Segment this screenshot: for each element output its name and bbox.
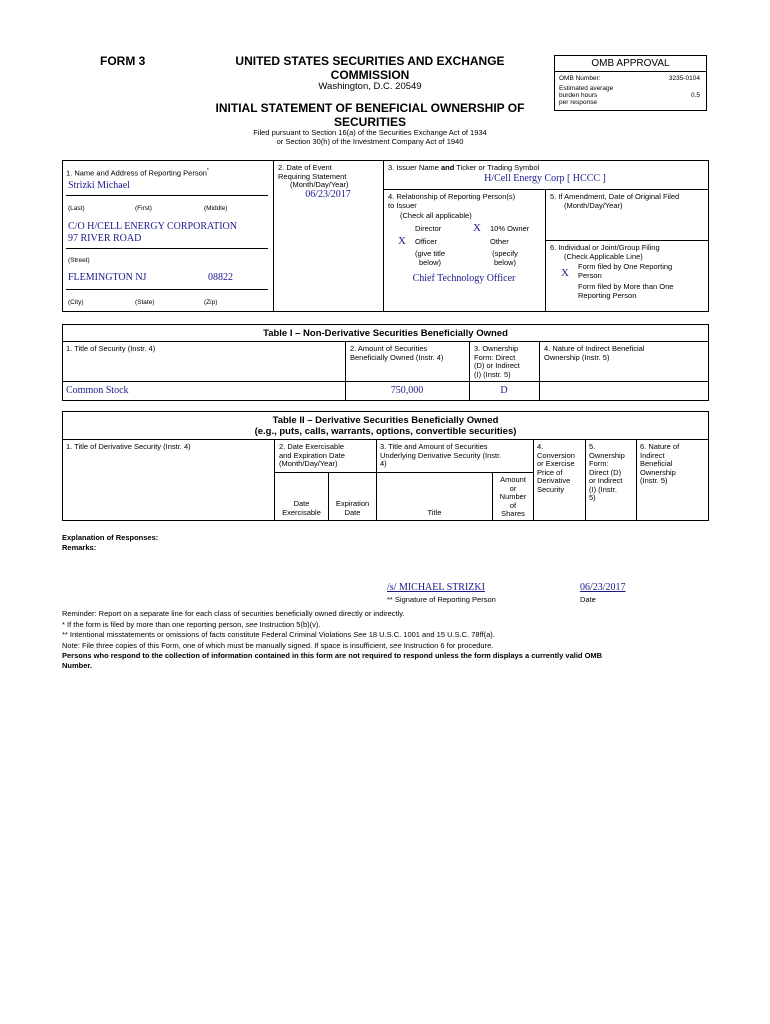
t1-col2-line-1: 2. Amount of Securities xyxy=(350,344,428,353)
box5-label-line-2: (Month/Day/Year) xyxy=(564,200,623,210)
state-label: (State) xyxy=(135,299,155,306)
table-2-col-underlying xyxy=(380,443,501,469)
box4-label-line-2: to Issuer xyxy=(388,200,417,210)
box6-label xyxy=(550,244,660,261)
specify-below xyxy=(480,250,530,267)
t2-col6-line-3: Beneficial xyxy=(640,459,673,468)
filed-pursuant xyxy=(190,128,550,146)
note-misstatements: ** Intentional misstatements or omissions of facts constitute Federal Criminal Violations See 18 U.S.C. 1001 and 15 U.S.C. 78ff(a). xyxy=(62,630,495,639)
t2-col5-line-5: or Indirect xyxy=(589,476,623,485)
footnotes xyxy=(62,609,712,670)
explanation-block xyxy=(62,533,158,553)
box5-label xyxy=(550,193,679,210)
ten-percent-owner-label: 10% Owner xyxy=(490,224,530,233)
sub-amount-shares xyxy=(493,476,533,519)
box3-label: 3. Issuer Name and Ticker or Trading Symbol xyxy=(388,163,540,172)
agency-location: Washington, D.C. 20549 xyxy=(318,81,422,92)
t2-col4-line-3: or Exercise xyxy=(537,459,575,468)
city-label: (City) xyxy=(68,299,84,306)
table-2-col-title: 1. Title of Derivative Security (Instr. 4) xyxy=(66,442,191,451)
more-reporting-line-1: Form filed by More than One xyxy=(578,282,674,291)
sub-amt-line-5: Shares xyxy=(501,509,525,518)
one-reporting-person-label xyxy=(578,263,672,280)
t2-col2-line-3: (Month/Day/Year) xyxy=(279,459,338,468)
sub-amt-line-1: Amount xyxy=(500,475,526,484)
omb-title: OMB APPROVAL xyxy=(591,58,670,69)
note-multiple-persons: * If the form is filed by more than one reporting person, see Instruction 5(b)(v). xyxy=(62,619,321,629)
ten-percent-owner-check[interactable]: X xyxy=(473,222,481,234)
t2-col3-line-2: Underlying Derivative Security (Instr. xyxy=(380,450,502,460)
one-reporting-line-1: Form filed by One Reporting xyxy=(578,262,673,271)
box1-label: 1. Name and Address of Reporting Person* xyxy=(66,168,209,178)
t2-col6-line-2: Indirect xyxy=(640,450,665,460)
t2-col3-line-1: 3. Title and Amount of Securities xyxy=(380,442,488,451)
sub-date-ex-line-2: Exercisable xyxy=(282,507,321,517)
t1-col2-line-2: Beneficially Owned (Instr. 4) xyxy=(350,352,444,362)
t1-col3-line-2: Form: Direct xyxy=(474,352,516,362)
reporting-person-city: FLEMINGTON NJ xyxy=(68,272,147,283)
table-2-col-nature xyxy=(640,443,679,486)
give-title-line-1: (give title xyxy=(414,249,445,258)
sub-date-ex-line-1: Date xyxy=(293,499,310,508)
security-title: Common Stock xyxy=(66,385,129,396)
sub-expiration-date xyxy=(329,500,376,517)
t2-col2-line-1: 2. Date Exercisable xyxy=(279,442,345,451)
street-line-1: C/O H/CELL ENERGY CORPORATION xyxy=(68,221,237,232)
box2-label-line-3: (Month/Day/Year) xyxy=(290,180,349,189)
persons-respond-note xyxy=(62,651,712,670)
table-1-title: Table I – Non-Derivative Securities Beneficially Owned xyxy=(263,328,508,339)
zip-label: (Zip) xyxy=(204,299,218,306)
one-reporting-person-check[interactable]: X xyxy=(561,267,569,279)
filed-line-1: Filed pursuant to Section 16(a) of the Securities Exchange Act of 1934 xyxy=(253,128,487,137)
t2-col4-line-1: 4. xyxy=(537,442,544,451)
reporting-person-name: Strizki Michael xyxy=(68,180,130,191)
box4-label xyxy=(388,193,515,210)
table-1-col-title: 1. Title of Security (Instr. 4) xyxy=(66,344,156,353)
signature: /s/ MICHAEL STRIZKI xyxy=(387,582,485,593)
table-2-col-dates xyxy=(279,443,345,469)
box2-label-line-2: Requiring Statement xyxy=(278,171,347,181)
sub-amt-line-2: or xyxy=(509,483,517,493)
sub-amt-line-3: Number xyxy=(499,492,527,501)
t2-col5-line-4: Direct (D) xyxy=(589,467,622,477)
t2-col6-line-1: 6. Nature of xyxy=(640,442,680,451)
omb-number-value: 3235-0104 xyxy=(668,75,700,82)
t2-col5-line-1: 5. xyxy=(589,442,596,451)
street-line-2: 97 RIVER ROAD xyxy=(68,233,142,244)
signature-date: 06/23/2017 xyxy=(580,582,626,593)
more-reporting-line-2: Reporting Person xyxy=(578,290,637,300)
street-label: (Street) xyxy=(68,257,90,264)
omb-burden-line-2: burden hours xyxy=(559,92,598,99)
specify-line-2: below) xyxy=(493,257,517,267)
t2-col2-line-2: and Expiration Date xyxy=(279,450,345,460)
t2-col4-line-6: Security xyxy=(537,484,565,494)
sub-exp-line-2: Date xyxy=(344,507,361,517)
ownership-form: D xyxy=(500,385,508,396)
persons-line-1: Persons who respond to the collection of information contained in this form are not required to respond unless the form displays a currently valid OMB xyxy=(62,651,603,660)
table-2-col-conversion xyxy=(537,443,575,494)
persons-line-2: Number. xyxy=(62,660,93,670)
officer-check[interactable]: X xyxy=(398,235,406,247)
t1-col4-line-2: Ownership (Instr. 5) xyxy=(544,352,610,362)
title-line-1: INITIAL STATEMENT OF BENEFICIAL OWNERSHIP OF xyxy=(215,101,525,115)
sub-title: Title xyxy=(427,508,442,517)
box6-label-line-2: (Check Applicable Line) xyxy=(564,251,643,261)
give-title-line-2: below) xyxy=(418,257,442,267)
officer-title: Chief Technology Officer xyxy=(412,273,516,284)
officer-label: Officer xyxy=(415,237,437,246)
box5-label-line-1: 5. If Amendment, Date of Original Filed xyxy=(550,192,680,201)
sub-date-exercisable xyxy=(275,500,328,517)
table-1-col-nature xyxy=(544,345,644,362)
check-all-applicable: (Check all applicable) xyxy=(400,211,472,220)
box6-label-line-1: 6. Individual or Joint/Group Filing xyxy=(550,243,660,252)
agency-line-2: COMMISSION xyxy=(330,68,410,82)
omb-burden-label xyxy=(559,85,613,106)
remarks-heading: Remarks: xyxy=(62,543,97,552)
omb-burden-line-3: per response xyxy=(559,99,597,106)
t2-col5-line-6: (I) (Instr. xyxy=(589,484,617,494)
form-label: FORM 3 xyxy=(100,54,146,68)
box2-label-line-1: 2. Date of Event xyxy=(278,163,332,172)
explanation-heading: Explanation of Responses: xyxy=(62,533,159,542)
t2-col4-line-5: Derivative xyxy=(537,476,571,485)
t2-col4-line-4: Price of xyxy=(537,467,563,477)
reporting-person-street xyxy=(68,221,237,245)
omb-approval-box xyxy=(554,55,707,111)
t2-col3-line-3: 4) xyxy=(380,459,387,468)
filed-line-2: or Section 30(h) of the Investment Company Act of 1940 xyxy=(276,137,464,146)
t1-col3-line-3: (D) or Indirect xyxy=(474,361,520,370)
table-2-title xyxy=(62,415,709,437)
signature-label: ** Signature of Reporting Person xyxy=(387,595,496,604)
one-reporting-line-2: Person xyxy=(578,270,602,280)
agency-line-1: UNITED STATES SECURITIES AND EXCHANGE xyxy=(235,54,505,68)
box2-label xyxy=(278,164,349,190)
sub-amt-line-4: of xyxy=(509,500,517,510)
issuer-name-ticker: H/Cell Energy Corp [ HCCC ] xyxy=(484,173,606,184)
omb-burden-line-1: Estimated average xyxy=(559,85,614,92)
other-label: Other xyxy=(490,237,509,246)
t1-col4-line-1: 4. Nature of Indirect Beneficial xyxy=(544,344,645,353)
table-1-col-amount xyxy=(350,345,443,362)
t2-col5-line-3: Form: xyxy=(589,459,609,468)
date-label: Date xyxy=(580,595,596,604)
event-date: 06/23/2017 xyxy=(305,189,351,200)
omb-number-label: OMB Number: xyxy=(559,75,601,82)
t2-col6-line-4: Ownership xyxy=(640,467,676,477)
more-reporting-persons-label xyxy=(578,283,673,300)
table-2-col-ownership xyxy=(589,443,625,503)
t2-col5-line-7: 5) xyxy=(589,493,596,502)
middle-label: (Middle) xyxy=(204,205,228,212)
reminder-note: Reminder: Report on a separate line for each class of securities beneficially owned directly or indirectly. xyxy=(62,609,405,618)
t1-col3-line-1: 3. Ownership xyxy=(474,344,519,353)
title-line-2: SECURITIES xyxy=(333,115,406,129)
table-2-title-line-2: (e.g., puts, calls, warrants, options, convertible securities) xyxy=(254,426,517,437)
director-label: Director xyxy=(415,224,442,233)
t2-col6-line-5: (Instr. 5) xyxy=(640,476,668,485)
first-label: (First) xyxy=(135,205,152,212)
last-label: (Last) xyxy=(68,205,85,212)
table-2-title-line-1: Table II – Derivative Securities Beneficially Owned xyxy=(272,415,499,426)
t2-col5-line-2: Ownership xyxy=(589,450,625,460)
specify-line-1: (specify xyxy=(492,249,518,258)
omb-burden-value: 0.5 xyxy=(690,92,700,99)
table-1-col-ownership xyxy=(474,345,520,379)
reporting-person-zip: 08822 xyxy=(208,272,233,283)
t2-col4-line-2: Conversion xyxy=(537,450,575,460)
form-title xyxy=(190,101,550,129)
note-three-copies: Note: File three copies of this Form, one of which must be manually signed. If space is insufficient, see Instruction 6 for procedure. xyxy=(62,640,494,650)
t1-col3-line-4: (I) (Instr. 5) xyxy=(474,369,511,379)
agency-name xyxy=(190,54,550,82)
box4-label-line-1: 4. Relationship of Reporting Person(s) xyxy=(388,192,516,201)
sub-exp-line-1: Expiration xyxy=(335,499,370,508)
securities-amount: 750,000 xyxy=(390,385,424,396)
give-title-below xyxy=(405,250,455,267)
